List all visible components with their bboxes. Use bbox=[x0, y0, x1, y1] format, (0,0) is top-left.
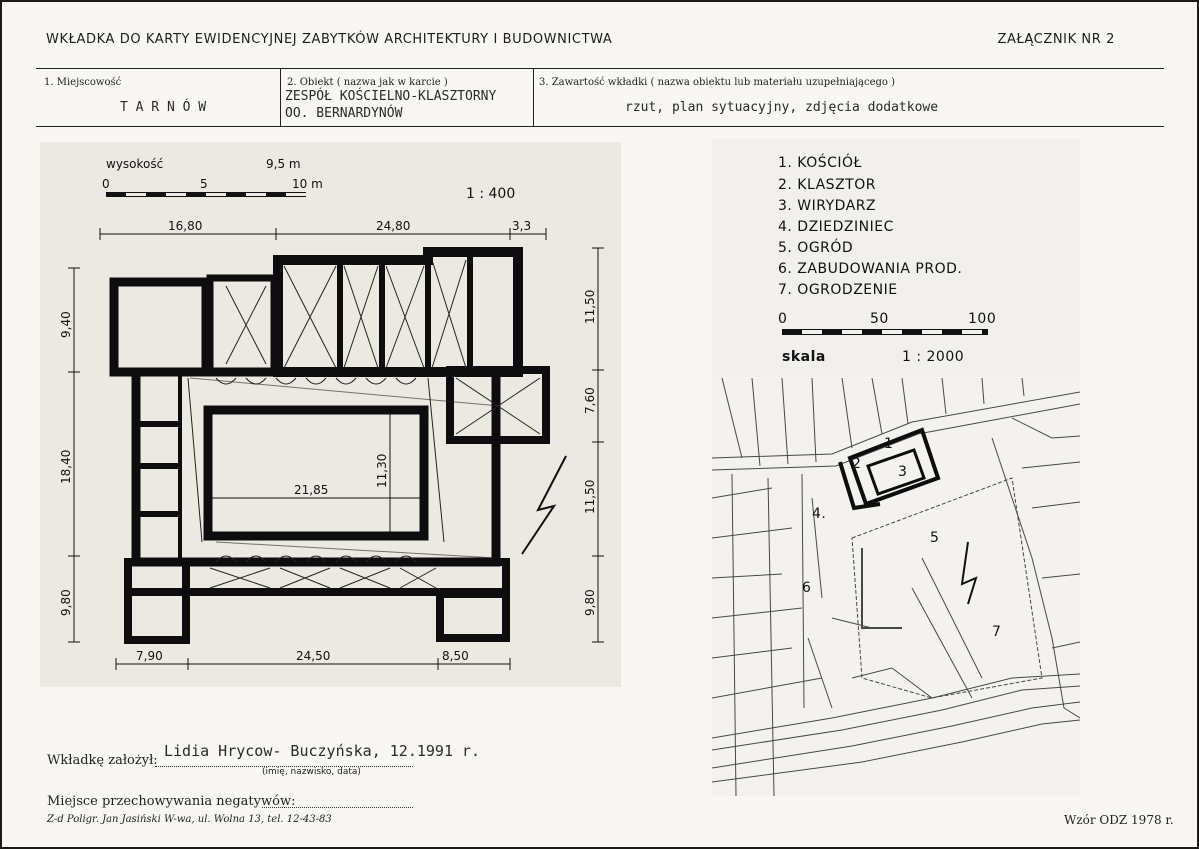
locality-value: T A R N Ó W bbox=[120, 100, 207, 115]
building-walls bbox=[114, 252, 546, 640]
map-scale-tick-0: 0 bbox=[778, 311, 788, 327]
legend-item-7: 7. OGRODZENIE bbox=[778, 282, 898, 298]
dim-right-2: 7,60 bbox=[583, 387, 597, 414]
map-label-7: 7 bbox=[992, 624, 1002, 640]
legend-item-1: 1. KOŚCIÓŁ bbox=[778, 155, 862, 171]
annex-number: ZAŁĄCZNIK NR 2 bbox=[997, 32, 1115, 47]
contents-value: rzut, plan sytuacyjny, zdjęcia dodatkowe bbox=[625, 100, 939, 115]
map-label-6: 6 bbox=[802, 580, 812, 596]
height-label: wysokość bbox=[106, 157, 164, 171]
locality-label: 1. Miejscowość bbox=[44, 77, 122, 88]
object-label: 2. Obiekt ( nazwa jak w karcie ) bbox=[287, 77, 448, 88]
dim-right-3: 11,50 bbox=[583, 479, 597, 514]
dim-top-2: 24,80 bbox=[376, 219, 411, 233]
map-north-arrow-icon bbox=[962, 542, 976, 604]
field-divider-2 bbox=[533, 68, 534, 126]
map-label-4: 4. bbox=[812, 506, 827, 522]
dim-bottom-1: 7,90 bbox=[136, 649, 163, 663]
floor-plan-drawing bbox=[40, 142, 621, 687]
header-bottom-rule bbox=[36, 126, 1164, 127]
creator-value: Lidia Hrycow- Buczyńska, 12.1991 r. bbox=[164, 742, 481, 760]
dim-top-1: 16,80 bbox=[168, 219, 203, 233]
negatives-label: Miejsce przechowywania negatywów: bbox=[47, 794, 296, 809]
dim-bottom-3: 8,50 bbox=[442, 649, 469, 663]
map-label-1: 1 bbox=[884, 436, 894, 452]
site-map-drawing bbox=[712, 378, 1080, 796]
object-value-line1: ZESPÓŁ KOŚCIELNO-KLASZTORNY bbox=[285, 89, 497, 104]
legend-drawing bbox=[712, 139, 1080, 377]
plan-scale-tick-10: 10 m bbox=[292, 177, 323, 191]
sheet-title: WKŁADKA DO KARTY EWIDENCYJNEJ ZABYTKÓW ARCHITEKTURY I BUDOWNICTWA bbox=[46, 32, 613, 47]
field-divider-1 bbox=[280, 68, 281, 126]
dim-inner-width: 21,85 bbox=[294, 483, 329, 497]
map-label-2: 2 bbox=[852, 456, 862, 472]
map-scale-ratio: 1 : 2000 bbox=[902, 349, 965, 365]
map-label-3: 3 bbox=[898, 464, 908, 480]
dim-inner-height: 11,30 bbox=[375, 453, 389, 488]
legend-item-6: 6. ZABUDOWANIA PROD. bbox=[778, 261, 963, 277]
floor-plan-photo bbox=[40, 142, 621, 687]
form-pattern: Wzór ODZ 1978 r. bbox=[1064, 813, 1174, 827]
plan-scale-ratio: 1 : 400 bbox=[466, 186, 516, 202]
map-label-5: 5 bbox=[930, 530, 940, 546]
plan-scale-tick-5: 5 bbox=[200, 177, 208, 191]
legend-item-3: 3. WIRYDARZ bbox=[778, 198, 877, 214]
height-value: 9,5 m bbox=[266, 157, 301, 171]
negatives-line bbox=[262, 807, 413, 808]
plan-scale-tick-0: 0 bbox=[102, 177, 110, 191]
site-map-photo bbox=[712, 378, 1080, 796]
dim-top-3: 3,3 bbox=[512, 219, 532, 233]
contents-label: 3. Zawartość wkładki ( nazwa obiektu lub materiału uzupełniającego ) bbox=[539, 77, 896, 88]
object-value-line2: OO. BERNARDYNÓW bbox=[285, 106, 403, 121]
dim-right-1: 11,50 bbox=[583, 289, 597, 324]
legend-item-4: 4. DZIEDZINIEC bbox=[778, 219, 894, 235]
north-arrow-icon bbox=[522, 456, 566, 554]
dim-left-1: 9,40 bbox=[59, 311, 73, 338]
map-scale-tick-50: 50 bbox=[870, 311, 889, 327]
dim-left-3: 9,80 bbox=[59, 589, 73, 616]
printer-info: Z-d Poligr. Jan Jasiński W-wa, ul. Wolna 13, tel. 12-43-83 bbox=[47, 814, 332, 825]
dim-bottom-2: 24,50 bbox=[296, 649, 331, 663]
dim-left-2: 18,40 bbox=[59, 449, 73, 484]
creator-hint: (imię, nazwisko, data) bbox=[262, 767, 361, 777]
legend-photo bbox=[712, 139, 1080, 377]
map-scale-label: skala bbox=[782, 349, 826, 365]
creator-label: Wkładkę założył: bbox=[47, 753, 158, 768]
legend-item-2: 2. KLASZTOR bbox=[778, 177, 876, 193]
map-scale-tick-100: 100 bbox=[968, 311, 997, 327]
legend-item-5: 5. OGRÓD bbox=[778, 240, 854, 256]
dim-right-4: 9,80 bbox=[583, 589, 597, 616]
header-top-rule bbox=[36, 68, 1164, 69]
